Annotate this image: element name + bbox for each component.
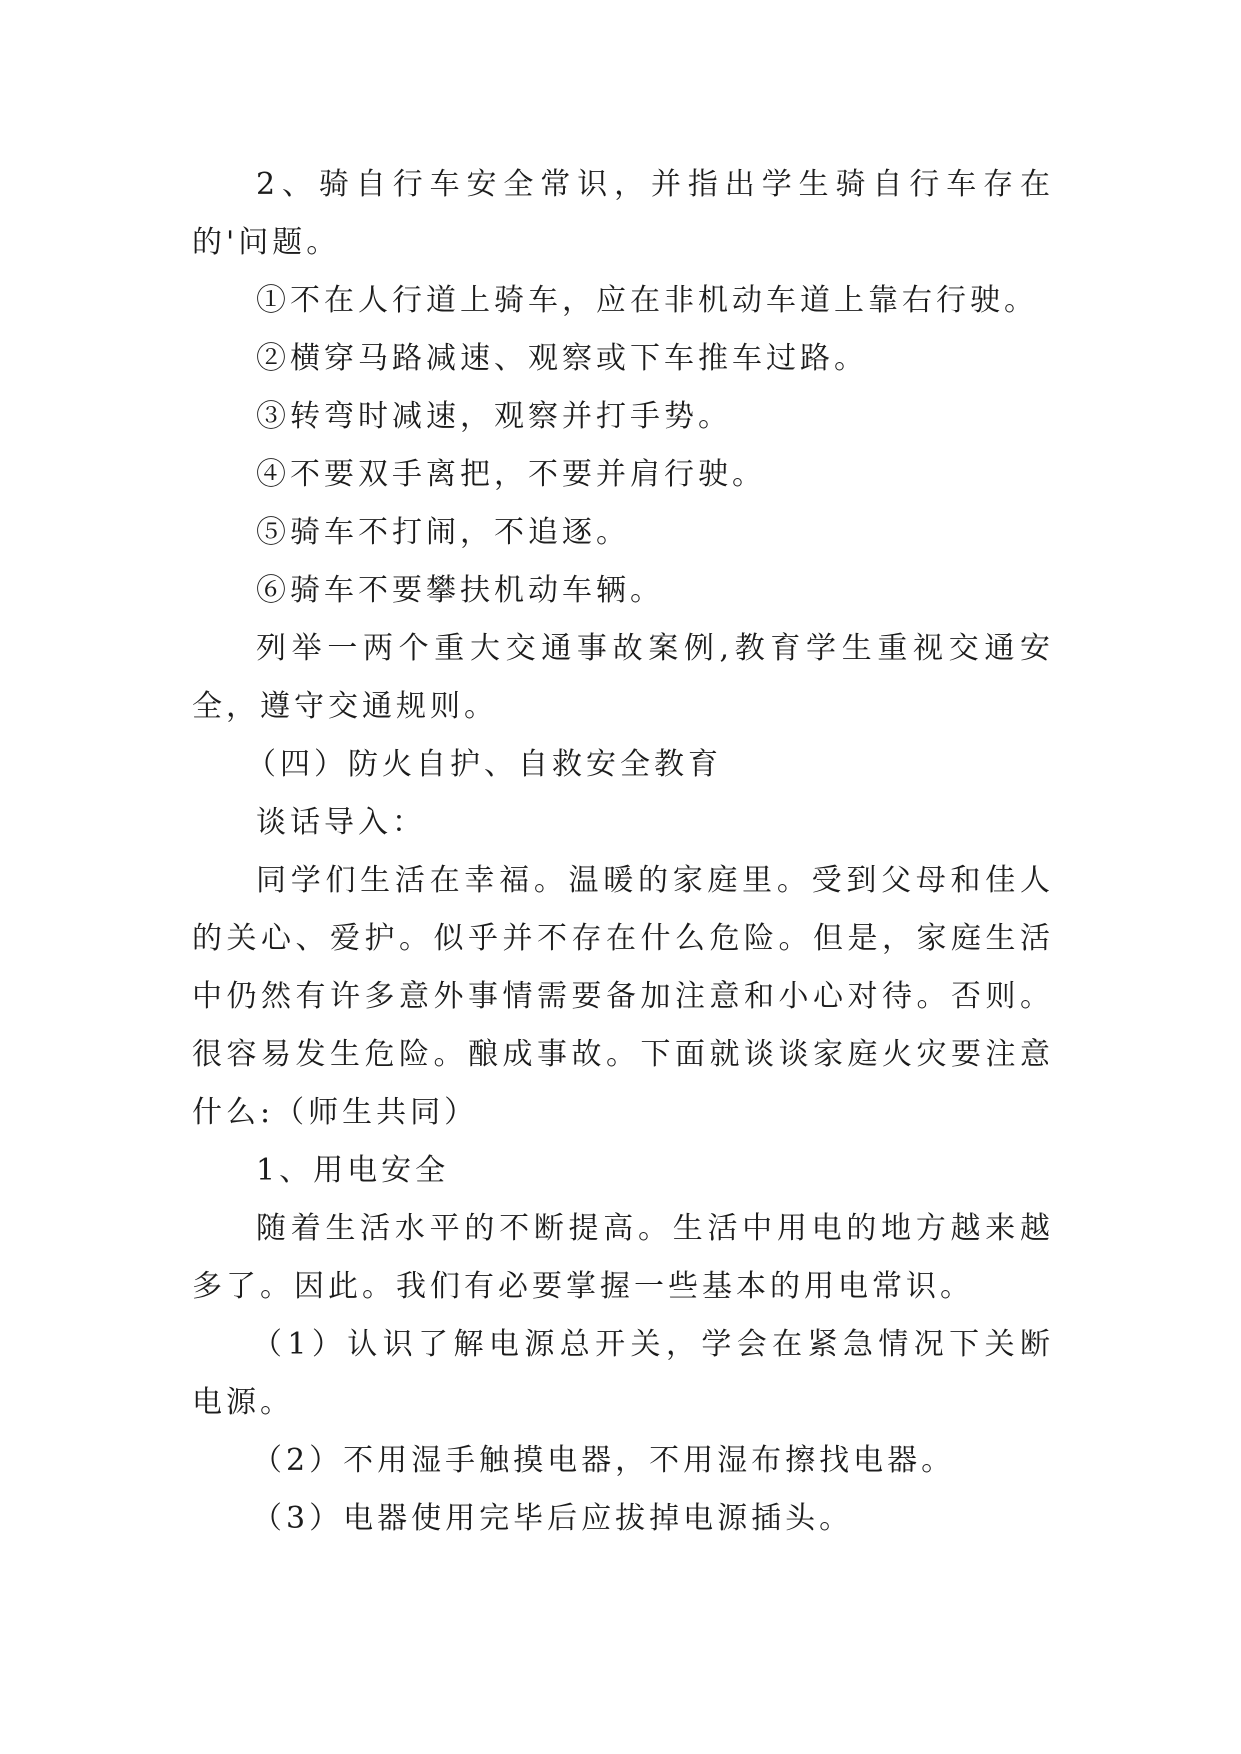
paragraph-bicycle-safety-heading: 2、骑自行车安全常识，并指出学生骑自行车存在的'问题。 [192,167,1054,260]
subheading-electrical-safety: 1、用电安全 [256,1153,450,1188]
section-heading-fire-safety: （四）防火自护、自救安全教育 [246,747,722,782]
paragraph-accident-cases: 列举一两个重大交通事故案例,教育学生重视交通安全，遵守交通规则。 [192,631,1054,724]
paragraph-rule-1: ①不在人行道上骑车，应在非机动车道上靠右行驶。 [256,283,1038,318]
document-body [192,156,1054,1548]
paragraph-family-life: 同学们生活在幸福。温暖的家庭里。受到父母和佳人的关心、爱护。似乎并不存在什么危险。但是，家庭生活中仍然有许多意外事情需要备加注意和小心对待。否则。很容易发生危险。酿成事故。下面就谈谈家庭火灾要注意什么:（师生共同） [192,863,1054,1130]
paragraph-item-1: （1）认识了解电源总开关，学会在紧急情况下关断电源。 [192,1327,1054,1420]
paragraph-item-3: （3）电器使用完毕后应拔掉电源插头。 [252,1501,854,1536]
paragraph-rule-4: ④不要双手离把，不要并肩行驶。 [256,457,766,492]
paragraph-electricity-usage: 随着生活水平的不断提高。生活中用电的地方越来越多了。因此。我们有必要掌握一些基本的用电常识。 [192,1211,1054,1304]
paragraph-rule-5: ⑤骑车不打闹，不追逐。 [256,515,630,550]
paragraph-rule-6: ⑥骑车不要攀扶机动车辆。 [256,573,664,608]
paragraph-talk-intro: 谈话导入： [256,805,426,840]
paragraph-rule-2: ②横穿马路减速、观察或下车推车过路。 [256,341,868,376]
paragraph-rule-3: ③转弯时减速，观察并打手势。 [256,399,732,434]
paragraph-item-2: （2）不用湿手触摸电器，不用湿布擦找电器。 [252,1443,956,1478]
